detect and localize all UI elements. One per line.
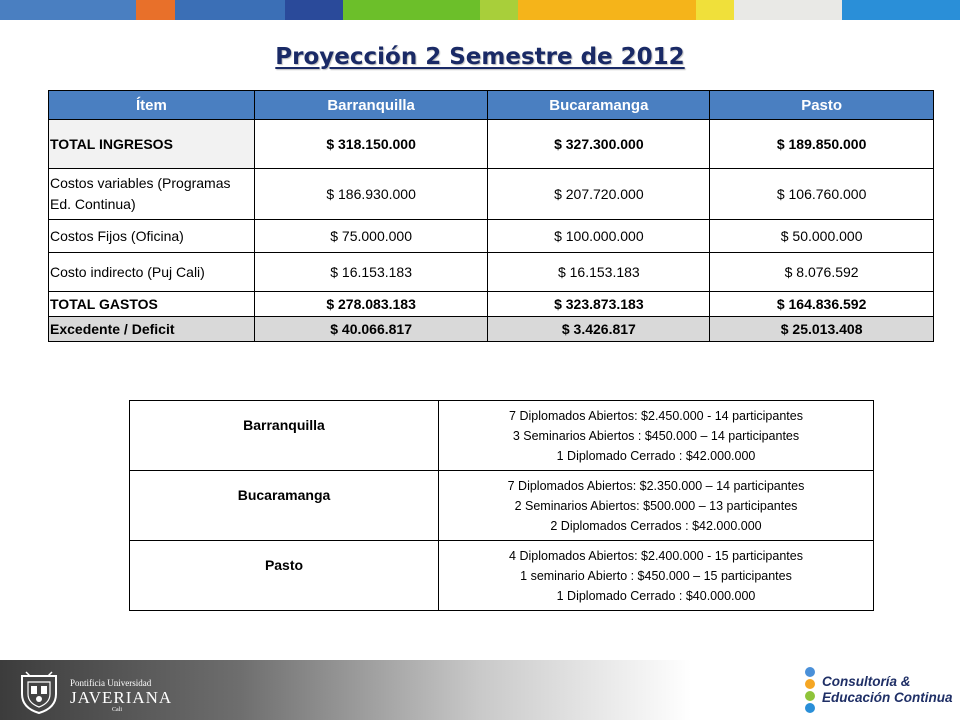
program-line: 1 Diplomado Cerrado : $42.000.000 <box>556 449 756 463</box>
row-label: Costos Fijos (Oficina) <box>49 220 255 253</box>
table-row <box>49 253 934 292</box>
cell-bucaramanga: $ 3.426.817 <box>488 317 710 342</box>
cell-pasto: $ 164.836.592 <box>710 292 934 317</box>
crest-icon <box>16 670 62 714</box>
projection-table <box>48 90 934 342</box>
program-description <box>439 471 874 541</box>
page-title: Proyección 2 Semestre de 2012 <box>275 44 685 70</box>
cell-pasto: $ 25.013.408 <box>710 317 934 342</box>
row-label: TOTAL INGRESOS <box>49 120 255 169</box>
program-line: 7 Diplomados Abiertos: $2.350.000 – 14 participantes <box>507 479 805 493</box>
strip-segment <box>734 0 842 20</box>
program-line: 1 seminario Abierto : $450.000 – 15 participantes <box>520 569 792 583</box>
ce-line2: Educación Continua <box>822 690 953 705</box>
header-bucaramanga: Bucaramanga <box>488 91 710 120</box>
consultoria-logo <box>800 664 960 720</box>
cell-bucaramanga: $ 207.720.000 <box>488 169 710 220</box>
strip-segment <box>343 0 480 20</box>
strip-segment <box>0 0 136 20</box>
programs-detail-table <box>129 400 874 611</box>
puj-name: JAVERIANA <box>70 688 173 707</box>
cell-bucaramanga: $ 323.873.183 <box>488 292 710 317</box>
cell-pasto: $ 106.760.000 <box>710 169 934 220</box>
program-line: 2 Diplomados Cerrados : $42.000.000 <box>550 519 762 533</box>
strip-segment <box>285 0 343 20</box>
top-color-strip <box>0 0 960 20</box>
header-pasto: Pasto <box>710 91 934 120</box>
strip-segment <box>480 0 518 20</box>
table-row <box>130 401 874 471</box>
cell-barranquilla: $ 278.083.183 <box>254 292 488 317</box>
table-row <box>49 120 934 169</box>
cell-pasto: $ 50.000.000 <box>710 220 934 253</box>
program-description <box>439 541 874 611</box>
table-row <box>130 541 874 611</box>
row-label: Costo indirecto (Puj Cali) <box>49 253 255 292</box>
strip-segment <box>175 0 285 20</box>
row-label: Costos variables (Programas Ed. Continua) <box>49 169 255 220</box>
cell-pasto: $ 8.076.592 <box>710 253 934 292</box>
city-label: Pasto <box>130 541 439 611</box>
table-row <box>130 471 874 541</box>
puj-city: Cali <box>112 707 122 713</box>
program-line: 2 Seminarios Abiertos: $500.000 – 13 participantes <box>514 499 798 513</box>
row-label: Excedente / Deficit <box>49 317 255 342</box>
row-label: TOTAL GASTOS <box>49 292 255 317</box>
strip-segment <box>842 0 960 20</box>
ce-line1: Consultoría & <box>822 674 911 689</box>
program-line: 7 Diplomados Abiertos: $2.450.000 - 14 participantes <box>509 409 803 423</box>
cell-barranquilla: $ 186.930.000 <box>254 169 488 220</box>
program-line: 4 Diplomados Abiertos: $2.400.000 - 15 participantes <box>509 549 803 563</box>
cell-bucaramanga: $ 16.153.183 <box>488 253 710 292</box>
javeriana-logo <box>16 670 173 714</box>
header-item: Ítem <box>49 91 255 120</box>
program-line: 3 Seminarios Abiertos : $450.000 – 14 participantes <box>512 429 800 443</box>
puj-small-text: Pontificia Universidad <box>70 678 152 688</box>
table-row <box>49 292 934 317</box>
table-header-row <box>49 91 934 120</box>
strip-segment <box>136 0 174 20</box>
cell-pasto: $ 189.850.000 <box>710 120 934 169</box>
cell-barranquilla: $ 75.000.000 <box>254 220 488 253</box>
strip-segment <box>518 0 696 20</box>
strip-segment <box>696 0 734 20</box>
cell-barranquilla: $ 16.153.183 <box>254 253 488 292</box>
city-label: Barranquilla <box>130 401 439 471</box>
cell-bucaramanga: $ 100.000.000 <box>488 220 710 253</box>
table-row <box>49 169 934 220</box>
cell-barranquilla: $ 318.150.000 <box>254 120 488 169</box>
program-line: 1 Diplomado Cerrado : $40.000.000 <box>556 589 756 603</box>
table-row <box>49 220 934 253</box>
cell-barranquilla: $ 40.066.817 <box>254 317 488 342</box>
dots-icon <box>800 664 820 720</box>
program-description <box>439 401 874 471</box>
table-row <box>49 317 934 342</box>
city-label: Bucaramanga <box>130 471 439 541</box>
header-barranquilla: Barranquilla <box>254 91 488 120</box>
cell-bucaramanga: $ 327.300.000 <box>488 120 710 169</box>
